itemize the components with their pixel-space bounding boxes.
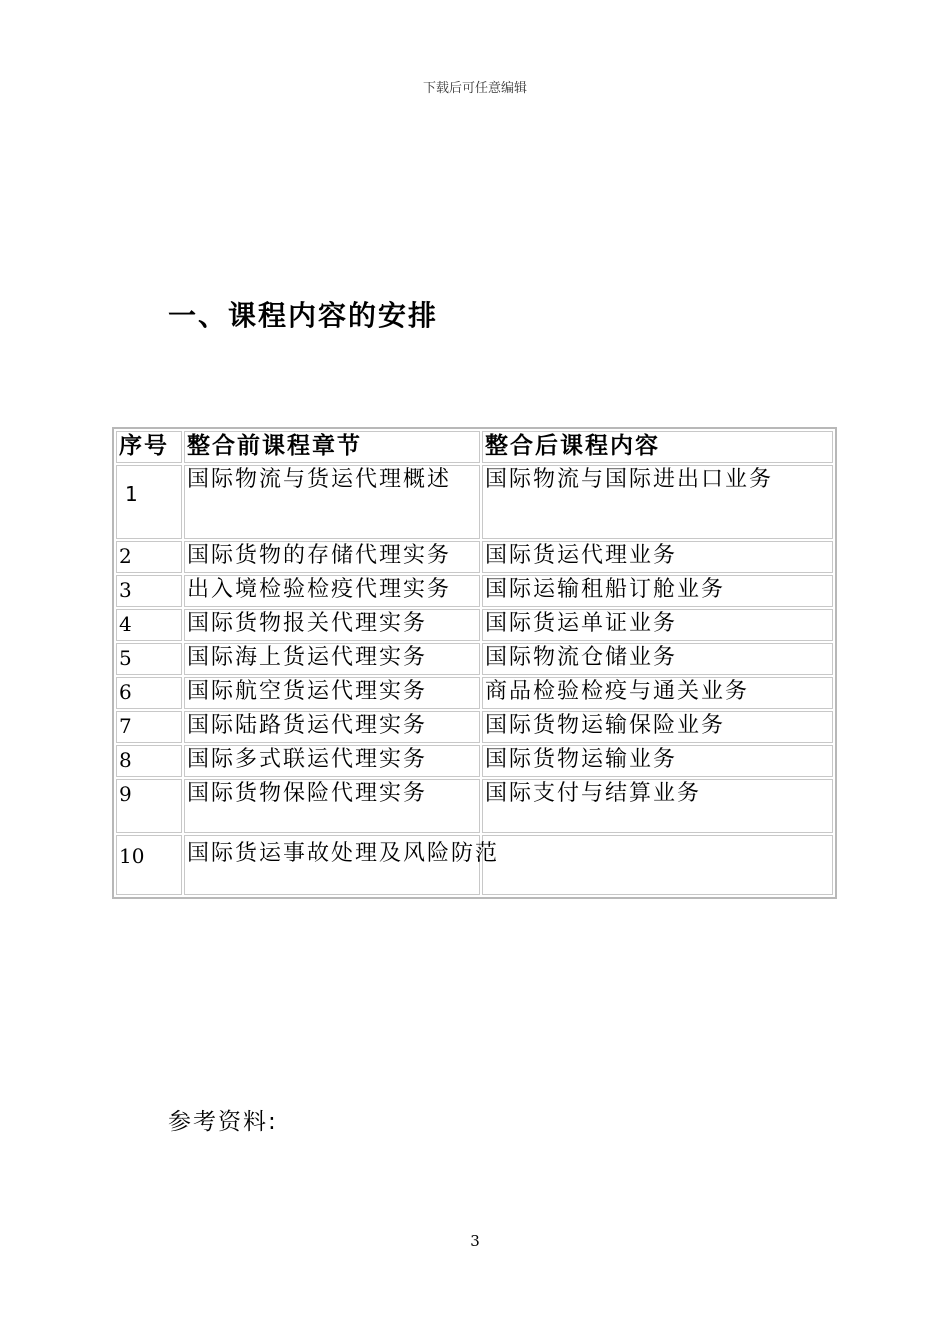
row-after: 国际货物运输保险业务 [482,711,833,743]
row-before: 国际物流与货运代理概述 [184,465,480,539]
row-after: 国际支付与结算业务 [482,779,833,833]
row-number: 10 [116,835,182,895]
row-before: 国际货物的存储代理实务 [184,541,480,573]
row-after [482,835,833,895]
row-number: 2 [116,541,182,573]
page-number: 3 [470,1232,480,1250]
table-row [116,575,833,607]
row-number: 6 [116,677,182,709]
row-number: 9 [116,779,182,833]
header-cell-before: 整合前课程章节 [184,431,480,463]
course-table [112,427,837,899]
table-row [116,541,833,573]
row-before: 出入境检验检疫代理实务 [184,575,480,607]
table-header-row [116,431,833,463]
row-number: 4 [116,609,182,641]
references-label: 参考资料: [168,1109,278,1135]
table-row [116,643,833,675]
row-after: 国际物流与国际进出口业务 [482,465,833,539]
row-number: 1 [116,465,182,539]
header-cell-after: 整合后课程内容 [482,431,833,463]
header-cell-number: 序号 [116,431,182,463]
row-after: 商品检验检疫与通关业务 [482,677,833,709]
row-number: 7 [116,711,182,743]
row-after: 国际货物运输业务 [482,745,833,777]
row-before: 国际陆路货运代理实务 [184,711,480,743]
row-number: 8 [116,745,182,777]
row-number: 5 [116,643,182,675]
header-note: 下载后可任意编辑 [422,81,527,96]
table-row [116,745,833,777]
table-row [116,835,833,895]
row-before: 国际海上货运代理实务 [184,643,480,675]
row-before: 国际多式联运代理实务 [184,745,480,777]
row-after: 国际物流仓储业务 [482,643,833,675]
row-number: 3 [116,575,182,607]
table-row [116,677,833,709]
table-row [116,711,833,743]
section-title: 一、课程内容的安排 [168,299,439,332]
row-after: 国际货运代理业务 [482,541,833,573]
row-before: 国际货运事故处理及风险防范 [184,835,480,895]
table-row [116,779,833,833]
row-before: 国际货物保险代理实务 [184,779,480,833]
row-after: 国际运输租船订舱业务 [482,575,833,607]
table-row [116,609,833,641]
row-before: 国际货物报关代理实务 [184,609,480,641]
row-after: 国际货运单证业务 [482,609,833,641]
table-row [116,465,833,539]
row-before: 国际航空货运代理实务 [184,677,480,709]
